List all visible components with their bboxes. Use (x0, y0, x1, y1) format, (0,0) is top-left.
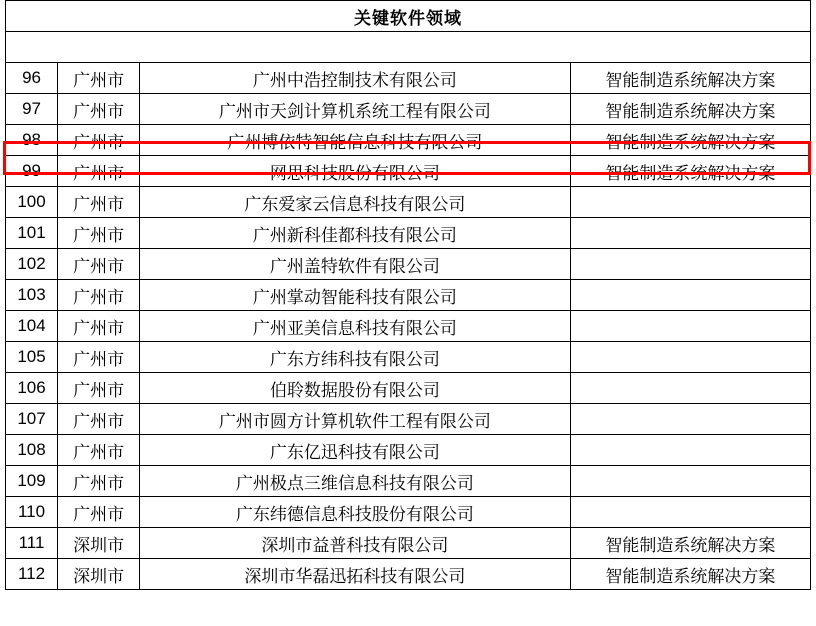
table-row-highlighted (6, 156, 811, 187)
table-row (6, 280, 811, 311)
cell-company-name: 广东纬德信息科技股份有限公司 (140, 497, 571, 528)
cell-field (570, 404, 810, 435)
cell-company-name: 广东方纬科技有限公司 (140, 342, 571, 373)
cell-company-name: 广州博依特智能信息科技有限公司 (140, 125, 571, 156)
cell-field: 智能制造系统解决方案 (570, 559, 810, 590)
cell-field (570, 311, 810, 342)
cell-id: 98 (6, 125, 58, 156)
cell-id: 105 (6, 342, 58, 373)
cell-field: 智能制造系统解决方案 (570, 125, 810, 156)
cell-id: 104 (6, 311, 58, 342)
cell-field (570, 435, 810, 466)
cell-city: 广州市 (58, 280, 140, 311)
cell-company-name: 深圳市华磊迅拓科技有限公司 (140, 559, 571, 590)
cell-city: 广州市 (58, 125, 140, 156)
table-row (6, 528, 811, 559)
cell-id: 97 (6, 94, 58, 125)
cell-company-name: 广东爱家云信息科技有限公司 (140, 187, 571, 218)
cell-field (570, 280, 810, 311)
cell-city: 广州市 (58, 94, 140, 125)
cell-city: 广州市 (58, 156, 140, 187)
table-row (6, 466, 811, 497)
cell-field: 智能制造系统解决方案 (570, 94, 810, 125)
cell-id: 96 (6, 63, 58, 94)
cell-id: 106 (6, 373, 58, 404)
cell-id: 111 (6, 528, 58, 559)
cell-id: 101 (6, 218, 58, 249)
table-row (6, 373, 811, 404)
cell-company-name: 伯聆数据股份有限公司 (140, 373, 571, 404)
table-row (6, 404, 811, 435)
cell-city: 广州市 (58, 497, 140, 528)
cell-city: 广州市 (58, 63, 140, 94)
cell-city: 广州市 (58, 342, 140, 373)
cell-field (570, 466, 810, 497)
title-spacer (6, 32, 811, 63)
cell-field (570, 218, 810, 249)
cell-city: 广州市 (58, 435, 140, 466)
cell-company-name: 网思科技股份有限公司 (140, 156, 571, 187)
cell-city: 深圳市 (58, 528, 140, 559)
table-row (6, 342, 811, 373)
cell-company-name: 广州市天剑计算机系统工程有限公司 (140, 94, 571, 125)
cell-id: 112 (6, 559, 58, 590)
cell-id: 102 (6, 249, 58, 280)
cell-company-name: 广东亿迅科技有限公司 (140, 435, 571, 466)
cell-id: 99 (6, 156, 58, 187)
table-row (6, 218, 811, 249)
table-row (6, 94, 811, 125)
cell-field (570, 187, 810, 218)
table-row (6, 497, 811, 528)
cell-city: 广州市 (58, 311, 140, 342)
table-body (6, 1, 811, 590)
page-title: 关键软件领域 (6, 1, 811, 32)
cell-field: 智能制造系统解决方案 (570, 63, 810, 94)
table-row (6, 311, 811, 342)
table-row (6, 63, 811, 94)
cell-company-name: 广州新科佳都科技有限公司 (140, 218, 571, 249)
cell-company-name: 广州极点三维信息科技有限公司 (140, 466, 571, 497)
cell-city: 深圳市 (58, 559, 140, 590)
cell-id: 103 (6, 280, 58, 311)
cell-id: 100 (6, 187, 58, 218)
cell-city: 广州市 (58, 218, 140, 249)
cell-field: 智能制造系统解决方案 (570, 156, 810, 187)
cell-field (570, 373, 810, 404)
table-row (6, 249, 811, 280)
cell-city: 广州市 (58, 249, 140, 280)
cell-id: 110 (6, 497, 58, 528)
cell-id: 109 (6, 466, 58, 497)
table-title-row (6, 1, 811, 32)
cell-company-name: 广州盖特软件有限公司 (140, 249, 571, 280)
cell-city: 广州市 (58, 373, 140, 404)
cell-company-name: 广州亚美信息科技有限公司 (140, 311, 571, 342)
cell-city: 广州市 (58, 404, 140, 435)
cell-company-name: 广州中浩控制技术有限公司 (140, 63, 571, 94)
cell-city: 广州市 (58, 187, 140, 218)
company-list-table (5, 0, 811, 590)
table-row (6, 559, 811, 590)
table-row (6, 125, 811, 156)
table-row (6, 435, 811, 466)
cell-field (570, 249, 810, 280)
cell-field: 智能制造系统解决方案 (570, 528, 810, 559)
cell-field (570, 497, 810, 528)
cell-id: 108 (6, 435, 58, 466)
cell-id: 107 (6, 404, 58, 435)
cell-city: 广州市 (58, 466, 140, 497)
cell-company-name: 广州市圆方计算机软件工程有限公司 (140, 404, 571, 435)
table-row (6, 187, 811, 218)
cell-company-name: 深圳市益普科技有限公司 (140, 528, 571, 559)
cell-field (570, 342, 810, 373)
cell-company-name: 广州掌动智能科技有限公司 (140, 280, 571, 311)
